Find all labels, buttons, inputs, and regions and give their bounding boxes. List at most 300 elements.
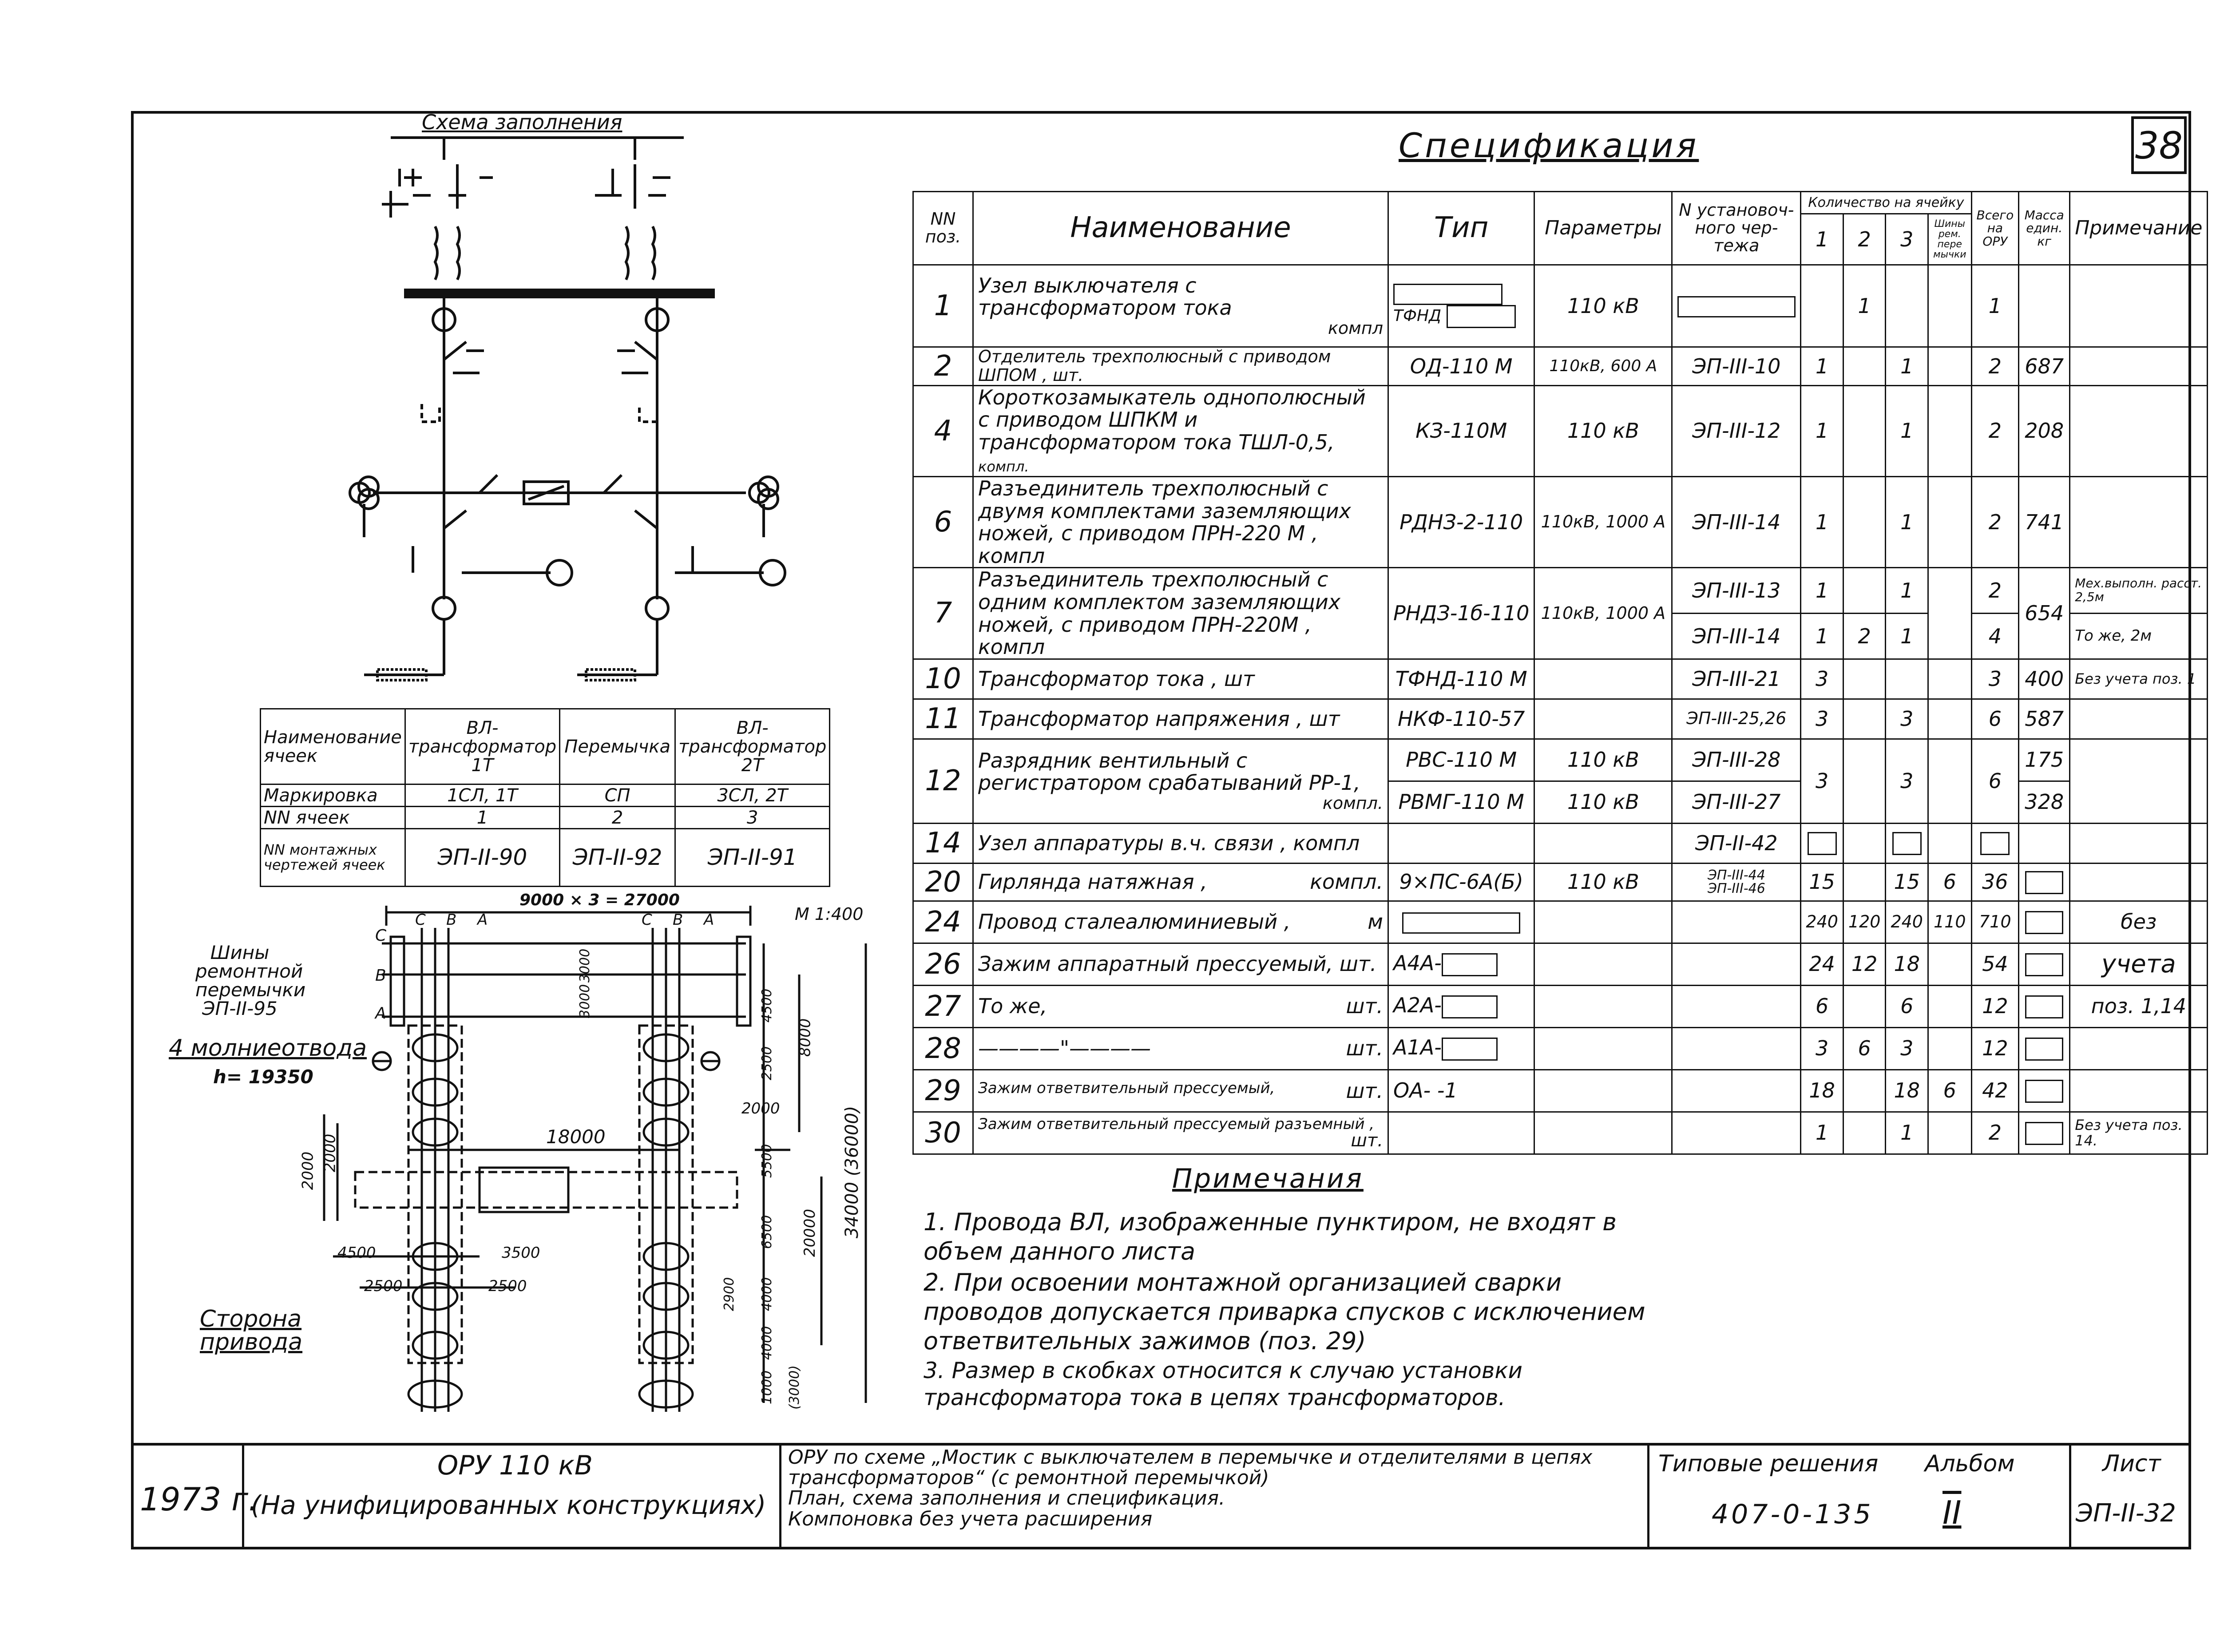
row-unit: м [1368,910,1383,934]
row-qb [1928,943,1971,985]
row-mass: 400 [2019,659,2070,699]
row-total: 3 [1971,659,2019,699]
phase-a-top-r: А [704,911,714,929]
col-qty-group: Количество на ячейку [1801,192,1971,214]
row-qb [1928,739,1971,823]
row-pos: 4 [913,385,973,476]
row-pos: 27 [913,985,973,1027]
row-name-text: Гирлянда натяжная , [978,870,1207,894]
row-q1: 1 [1801,385,1843,476]
dim-3500: 3500 [502,1244,540,1262]
phase-b-top-r: В [673,911,683,929]
row-params: 110 кВ [1534,385,1672,476]
row-drawing [1672,265,1801,347]
row-name-text: Зажим аппаратный прессуемый, [978,952,1333,976]
tb-object: ОРУ 110 кВ [437,1450,593,1481]
spec-row [913,659,2208,699]
row-type-2: РВМГ-110 М [1388,781,1534,823]
row-total: 6 [1971,739,2019,823]
row-mass: 741 [2019,476,2070,567]
row-qb [1928,476,1971,567]
tb-typical-value: 407-0-135 [1712,1499,1874,1530]
row-note [2070,863,2208,901]
row-drawing: ЭП-III-21 [1672,659,1801,699]
row-note [2070,347,2208,386]
row-params: 110кВ, 1000 А [1534,568,1672,659]
row-drawing [1672,943,1801,985]
cells-row-label: NN ячеек [261,807,405,829]
row-unit: шт. [1339,952,1377,976]
dim-4500b: 4500 [759,988,775,1023]
row-type [1388,265,1534,347]
dim-2500c: 2500 [759,1046,775,1081]
lightning-height: h= 19350 [213,1066,313,1088]
row-qb: 110 [1928,901,1971,943]
row-q2 [1843,385,1886,476]
cells-cell: 1СЛ, 1Т [405,784,559,807]
tb-album-label: Альбом [1925,1450,2015,1477]
row-total: 42 [1971,1070,2019,1112]
cells-cell: ЭП-II-92 [560,829,675,887]
row-unit: компл. [1310,870,1383,894]
row-q2 [1843,699,1886,739]
row-qb [1928,659,1971,699]
row-q2 [1843,347,1886,386]
row-note: поз. 1,14 [2070,985,2208,1027]
row-name [973,823,1388,863]
col-type: Тип [1388,192,1534,265]
spec-row [913,568,2208,614]
row-params: 110кВ, 600 А [1534,347,1672,386]
row-total: 12 [1971,1027,2019,1070]
row-pos: 10 [913,659,973,699]
col-total: Всего на ОРУ [1971,192,2019,265]
row-mass [2019,1027,2070,1070]
row-type: РВС-110 М [1388,739,1534,781]
row-type: КЗ-110М [1388,385,1534,476]
row-params [1534,699,1672,739]
row-pos: 29 [913,1070,973,1112]
row-q3: 240 [1886,901,1928,943]
col-qty-bus: Шины рем. пере мычки [1928,214,1971,265]
row-mass [2019,1112,2070,1154]
row-drawing [1672,1027,1801,1070]
plan-scale: М 1:400 [795,904,864,924]
sheet-number-box [2131,116,2187,174]
plan-top-dim: 9000 × 3 = 27000 [519,891,680,909]
row-params [1534,1027,1672,1070]
spec-title: Спецификация [1399,126,1699,165]
row-pos: 7 [913,568,973,659]
col-drawing: N установоч- ного чер- тежа [1672,192,1801,265]
dim-8000: 8000 [796,1018,814,1057]
row-type-text: А1А- [1393,1035,1442,1060]
dim-2500a: 2500 [364,1277,403,1295]
tb-desc-3: Компоновка без учета расширения [788,1507,1153,1530]
row-total: 2 [1971,385,2019,476]
tb-desc-1: ОРУ по схеме „Мостик с выключателем в перемычке и отделителями в цепях трансформаторов“ (с ремонтной перемычкой) [788,1446,1593,1490]
row-q1: 24 [1801,943,1843,985]
row-total: 36 [1971,863,2019,901]
row-drawing [1672,1112,1801,1154]
spec-row [913,901,2208,943]
row-name-text: Трансформатор тока , [978,666,1218,691]
row-name [973,901,1388,943]
dim-4000b: 4000 [759,1326,775,1360]
dim-4000a: 4000 [759,1277,775,1311]
row-q1: 3 [1801,739,1843,823]
row-note [2070,476,2208,567]
note-3: 3. Размер в скобках относится к случаю установки трансформатора тока в цепях трансформаторов. [924,1358,1523,1411]
row-q2 [1843,863,1886,901]
row-q1: 6 [1801,985,1843,1027]
row-q2-2: 2 [1843,614,1886,659]
dim-34000: 34000 (36000) [842,1105,863,1239]
row-name [973,385,1388,476]
lightning-label: 4 молниеотвода [169,1035,367,1062]
title-block [131,1443,2191,1549]
row-params [1534,985,1672,1027]
row-q1 [1801,823,1843,863]
notes-title: Примечания [1172,1163,1364,1194]
row-mass: 208 [2019,385,2070,476]
cells-row-label: Маркировка [261,784,405,807]
phase-c-top-r: С [642,911,652,929]
row-drawing-b: ЭП-III-46 [1707,880,1765,896]
row-type [1388,823,1534,863]
row-pos: 11 [913,699,973,739]
row-drawing-a: ЭП-III-44 [1707,867,1765,883]
row-q1: 15 [1801,863,1843,901]
row-drawing [1672,901,1801,943]
row-q2: 120 [1843,901,1886,943]
col-qty-2: 2 [1843,214,1886,265]
row-unit: шт [1309,706,1340,731]
row-q2 [1843,985,1886,1027]
single-line-diagram [346,129,790,701]
row-q2: 1 [1843,265,1886,347]
phase-a-left: А [375,1004,386,1022]
row-drawing: ЭП-III-12 [1672,385,1801,476]
row-mass [2019,901,2070,943]
row-total: 710 [1971,901,2019,943]
row-qb [1928,265,1971,347]
cells-col-1: ВЛ-трансформатор 1Т [405,709,559,784]
dim-5500: 5500 [759,1144,775,1178]
row-name-text: Трансформатор напряжения , [978,706,1303,731]
row-pos: 30 [913,1112,973,1154]
row-q2 [1843,739,1886,823]
dim-1000: 1000 [759,1370,775,1405]
row-q3: 15 [1886,863,1928,901]
row-drawing: ЭП-III-28 [1672,739,1801,781]
row-unit: шт. [1346,1078,1383,1103]
row-drawing: ЭП-III-10 [1672,347,1801,386]
row-note [2070,1070,2208,1112]
row-unit: шт. [1346,1036,1383,1061]
row-type: РДНЗ-2-110 [1388,476,1534,567]
row-name-text: Узел аппаратуры в.ч. связи , [978,831,1287,855]
row-q2 [1843,568,1886,614]
row-name-text: ————"———— [978,1036,1151,1061]
row-name-text: Узел выключателя с трансформатором тока [978,273,1232,320]
spec-table [912,191,2208,1155]
row-q2 [1843,1070,1886,1112]
row-q3-2: 1 [1886,614,1928,659]
row-name [973,1070,1388,1112]
row-name [973,1027,1388,1070]
dim-2000a: 2000 [741,1100,780,1117]
row-unit: компл. [1322,793,1383,813]
row-q1: 1 [1801,347,1843,386]
row-drawing: ЭП-II-42 [1672,823,1801,863]
dim-2900: 2900 [722,1277,737,1311]
row-unit: компл. [978,458,1029,475]
row-name-text: Короткозамыкатель однополюсный с приводом ШПКМ и трансформатором тока ТШЛ-0,5, [978,385,1366,454]
row-note [2070,265,2208,347]
row-type-text: ТФНД [1393,307,1442,325]
phase-c-top-l: С [415,911,426,929]
row-name-text: Отделитель трехполюсный с приводом ШПОМ , [978,347,1331,385]
row-params: 110 кВ [1534,863,1672,901]
dim-18000: 18000 [546,1126,606,1148]
row-mass: 654 [2019,568,2070,659]
row-qb: 6 [1928,1070,1971,1112]
cells-cell: 3СЛ, 2Т [675,784,830,807]
row-params [1534,1112,1672,1154]
row-unit: компл [1328,318,1383,338]
row-name-text: Провод сталеалюминиевый , [978,910,1291,934]
row-q3: 1 [1886,347,1928,386]
row-q3: 18 [1886,943,1928,985]
row-drawing [1672,985,1801,1027]
row-note: Мех.выполн. расст. 2,5м [2070,568,2208,614]
row-note [2070,823,2208,863]
row-note: Без учета поз. 14. [2070,1112,2208,1154]
tb-description [788,1447,1641,1529]
row-mass [2019,1070,2070,1112]
col-params: Параметры [1534,192,1672,265]
cells-cell: ЭП-II-91 [675,829,830,887]
row-q1: 1 [1801,568,1843,614]
row-total: 2 [1971,347,2019,386]
spec-row [913,823,2208,863]
row-drawing: ЭП-III-13 [1672,568,1801,614]
spec-row [913,1027,2208,1070]
row-type: ТФНД-110 М [1388,659,1534,699]
row-mass [2019,985,2070,1027]
row-type [1388,901,1534,943]
row-pos: 26 [913,943,973,985]
dim-6500: 6500 [759,1215,775,1249]
row-q2: 6 [1843,1027,1886,1070]
row-type: 9×ПС-6А(Б) [1388,863,1534,901]
row-qb: 6 [1928,863,1971,901]
row-drawing: ЭП-III-25,26 [1672,699,1801,739]
row-params: 110 кВ [1534,265,1672,347]
row-params: 110кВ, 1000 А [1534,476,1672,567]
row-name [973,1112,1388,1154]
row-params [1534,823,1672,863]
spec-row [913,1070,2208,1112]
col-qty-3: 3 [1886,214,1928,265]
phase-b-left: В [375,967,386,985]
row-name [973,568,1388,659]
row-total: 2 [1971,1112,2019,1154]
row-qb [1928,1027,1971,1070]
row-unit: шт. [1346,994,1383,1018]
row-name [973,476,1388,567]
phase-a-top-l: А [477,911,488,929]
row-q3: 1 [1886,476,1928,567]
row-mass [2019,823,2070,863]
cells-table [260,708,830,887]
row-q2 [1843,659,1886,699]
row-type-text: А4А- [1393,951,1442,975]
row-drawing-2: ЭП-III-14 [1672,614,1801,659]
row-pos: 28 [913,1027,973,1070]
dim-3000a: 3000 [577,948,593,983]
row-total: 1 [1971,265,2019,347]
row-q3 [1886,823,1928,863]
row-name-text: Разъединитель трехполюсный с одним комплектом заземляющих ножей, с приводом ПРН-220М , [978,567,1341,637]
row-q1: 18 [1801,1070,1843,1112]
spec-row [913,943,2208,985]
row-unit: шт. [1351,1130,1383,1151]
tb-sheet-value: ЭП-II-32 [2076,1499,2176,1528]
row-qb [1928,347,1971,386]
row-name-text: Разрядник вентильный с регистратором срабатываний РР-1, [978,748,1360,795]
row-note: учета [2070,943,2208,985]
row-type [1388,1027,1534,1070]
bus-label [195,942,306,1019]
row-q3: 1 [1886,1112,1928,1154]
row-total: 6 [1971,699,2019,739]
row-total: 2 [1971,568,2019,614]
col-note: Примечание [2070,192,2208,265]
row-q2: 12 [1843,943,1886,985]
row-q1: 1 [1801,1112,1843,1154]
row-mass: 175 [2019,739,2070,781]
row-note [2070,1027,2208,1070]
row-q3: 18 [1886,1070,1928,1112]
row-pos: 14 [913,823,973,863]
tb-album-value: II [1942,1494,1962,1531]
dim-2500b: 2500 [488,1277,527,1295]
tb-object-sub: (На унифицированных конструкциях) [251,1490,766,1520]
row-q2 [1843,823,1886,863]
row-q2 [1843,1112,1886,1154]
row-q1-2: 1 [1801,614,1843,659]
row-note: Без учета поз. 1 [2070,659,2208,699]
spec-row [913,863,2208,901]
spec-row [913,739,2208,781]
row-params-2: 110 кВ [1534,781,1672,823]
row-note-2: То же, 2м [2070,614,2208,659]
dim-2000b: 2000 [299,1151,317,1190]
note-2: 2. При освоении монтажной организацией сварки проводов допускается приварка спусков с исключением ответвительных зажимов (поз. 29) [924,1268,1645,1355]
dim-20000: 20000 [801,1208,819,1257]
row-mass: 587 [2019,699,2070,739]
row-name-text: То же, [978,994,1047,1018]
row-q3: 6 [1886,985,1928,1027]
dim-3000b: 3000 [577,984,593,1018]
cells-cell: СП [560,784,675,807]
row-type [1388,943,1534,985]
row-qb [1928,823,1971,863]
spec-row [913,347,2208,386]
row-type: НКФ-110-57 [1388,699,1534,739]
row-note [2070,385,2208,476]
row-qb [1928,1112,1971,1154]
tb-desc-2: План, схема заполнения и спецификация. [788,1487,1225,1510]
cells-cell: ЭП-II-90 [405,829,559,887]
row-note [2070,699,2208,739]
row-type: ОА- -1 [1388,1070,1534,1112]
row-type [1388,1112,1534,1154]
row-name [973,347,1388,386]
row-q1: 3 [1801,659,1843,699]
row-total: 54 [1971,943,2019,985]
plan-view [311,901,924,1434]
row-name [973,739,1388,823]
row-unit: компл [1293,831,1360,855]
row-name [973,943,1388,985]
row-name [973,699,1388,739]
tb-year: 1973 г. [140,1481,258,1518]
row-note [2070,739,2208,823]
row-qb [1928,385,1971,476]
row-qb [1928,568,1971,659]
row-type: РНДЗ-1б-110 [1388,568,1534,659]
row-mass: 687 [2019,347,2070,386]
row-name [973,659,1388,699]
spec-row [913,265,2208,347]
row-drawing [1672,1070,1801,1112]
row-q3 [1886,265,1928,347]
phase-c-left: С [375,927,387,945]
row-q1: 240 [1801,901,1843,943]
cells-cell: 3 [675,807,830,829]
row-mass-2: 328 [2019,781,2070,823]
row-type-text: А2А- [1393,993,1442,1018]
cells-col-3: ВЛ-трансформатор 2Т [675,709,830,784]
col-qty-1: 1 [1801,214,1843,265]
row-total-2: 4 [1971,614,2019,659]
spec-row [913,476,2208,567]
cells-col-2: Перемычка [560,709,675,784]
row-q1: 1 [1801,476,1843,567]
row-mass [2019,863,2070,901]
row-name [973,863,1388,901]
row-pos: 12 [913,739,973,823]
row-total: 2 [1971,476,2019,567]
row-name [973,265,1388,347]
row-q3: 3 [1886,699,1928,739]
cells-cell: 1 [405,807,559,829]
row-mass [2019,943,2070,985]
col-pos: NN поз. [913,192,973,265]
row-type: ОД-110 М [1388,347,1534,386]
row-qb [1928,699,1971,739]
row-unit: шт [1224,666,1255,691]
row-name-text: Зажим ответвительный прессуемый, [978,1079,1275,1097]
row-qb [1928,985,1971,1027]
row-pos: 6 [913,476,973,567]
row-unit: компл [978,543,1045,568]
row-q3: 1 [1886,385,1928,476]
row-drawing: ЭП-III-14 [1672,476,1801,567]
